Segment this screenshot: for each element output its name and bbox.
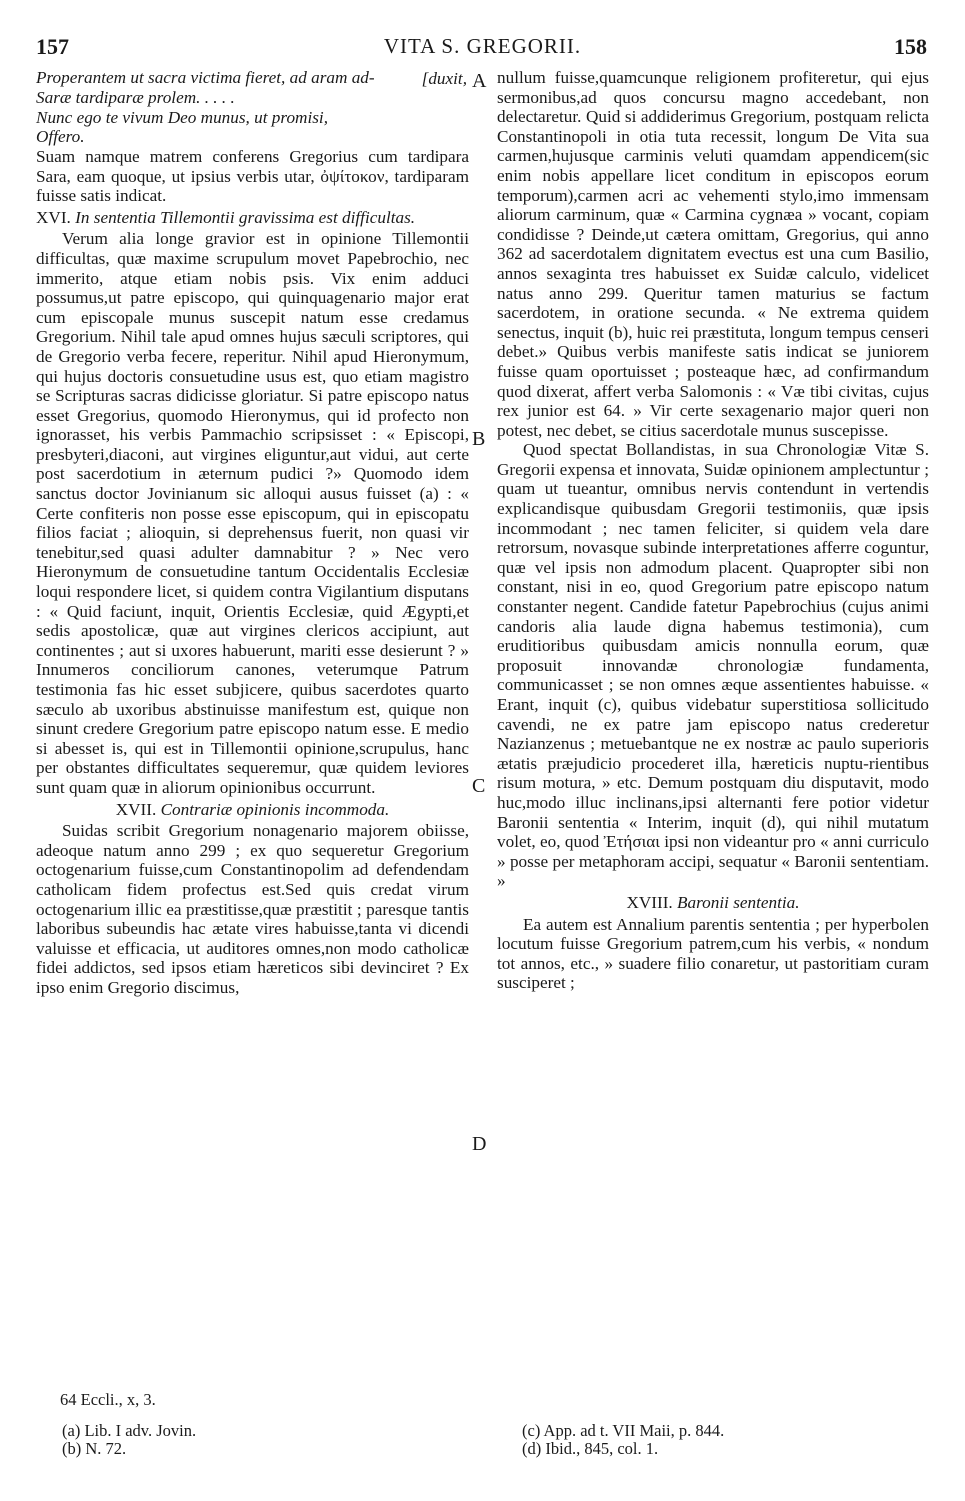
footnote: (d) Ibid., 845, col. 1. xyxy=(522,1439,659,1458)
footnote: (c) App. ad t. VII Maii, p. 844. xyxy=(522,1421,725,1440)
verse-line: Offero. xyxy=(36,127,85,147)
paragraph: Quod spectat Bollandistas, in sua Chronologiæ Vitæ S. Gregorii expensa et innovata, Suidæ opinionem amplectuntur ; quam ut tueantur, omnibus nervis contendunt in vertendis explicandisque quibusdam Gregorii testimoniis, quæ ipsis incommodant ; nec tamen feliciter, si quidem vela dare retrorsum, novasque subinde interpretationes afferre coguntur, quæ vel ipsis non admodum placent. Quapropter sibi non constant, nisi in eo, quod Gregorium patre episcopo natum constanter negent. Candide fatetur Papebrochius (cujus animi candoris alia laude digna habemus testimonia), cum eruditioribus quibusdam amicis nonnulla eorum, quæ proposuit innovandæ chronologiæ fundamenta, communicasset ; se non omnes æque assentientes habuisse. « Erant, inquit (c), quibus videbatur superstitiosa sollicitudo cavendi, ne ex patre jam episcopo natus crederetur Nazianzenus ; metuebantque ne ex nostræ ac paulo superioris ætatis præjudicio procederet illa, hæreticis nuptu-rientibus risum motura, » etc. Demum postquam diu disputavit, modo huc,modo illuc inclinans,ipsi alternanti fere potior videtur Baronii sententia « Interim, inquit (d), qui nihil mutatum volet, eo, quod Ἐτήσιαι ipsi non videantur pro « anni curriculo » posse per metaphoram accipi, sequatur « Baronii sententiam. » xyxy=(497,440,929,891)
verse-line: Nunc ego te vivum Deo munus, ut promisi, xyxy=(36,107,328,127)
section-number: XVIII. xyxy=(626,892,673,912)
section-title: In sententia Tillemontii gravissima est difficultas. xyxy=(75,207,416,227)
paragraph: Suidas scribit Gregorium nonagenario majorem obiisse, adeoque natum anno 299 ; ex quo sequeretur Gregorium octogenarium fuisse,cum Constantinopolim ad defendendam catholicam fidem profectus est.Sed quis credat virum octogenarium illic ea præstitisse,quæ præstitit ; paresque tantis laboribus subeundis hac ætate vires habuisse,tanta vi dicendi valuisse et efficacia, ut auditores omnes,non modo catholicæ fidei addictos, sed ipsos etiam hæreticos sibi devinciret ? Ex ipso enim Gregorio discimus, xyxy=(36,821,469,997)
footnote: 64 Eccli., x, 3. xyxy=(60,1390,156,1409)
section-title: Baronii sententia. xyxy=(677,892,800,912)
right-column xyxy=(497,68,929,993)
paragraph: nullum fuisse,quamcunque religionem profiteretur, qui ejus sermonibus,ad quos concursu magno accedebant, non delectaretur. Quid si addiderimus Gregorium, postquam relicta Constantinopoli in otia tuta recessit, longum De Vita sua carmen,hujusque carminis veluti quamdam appendicem(sic enim nobis appellare licet conditum in episcopos eorum temporum),carmen acri ac vehementi stylo,imo immensam aliorum carminum, quæ « Carmina cygnæa » vocant, copiam condidisse ? Deinde,ut cætera omittam, Gregorius, qui anno 362 ad sacerdotalem dignitatem evectus est una cum Basilio, annos sexaginta tres habuisset ex Suidæ calculo, videlicet natus anno 299. Queritur tamen maturius se factum sacerdotem, in oratione secunda. « Ne extrema quidem senectus, inquit (b), huic rei præstituta, longum tempus censeri debet.» Quibus verbis manifeste satis indicat se juniorem fuisse quam oportuisset ; posteaque hæc, ad confirmandum quod dixerat, affert verba Salomonis : « Væ tibi civitas, cujus rex junior est 64. » Vir certe sexagenario major queri non potest, nec debet, se citius sacerdotale munus suscepisse. xyxy=(497,68,929,440)
footnote: (a) Lib. I adv. Jovin. xyxy=(62,1421,197,1440)
margin-letter-b: B xyxy=(472,428,486,450)
verse-quote xyxy=(36,68,469,147)
section-number: XVII. xyxy=(115,799,157,819)
paragraph: Verum alia longe gravior est in opinione Tillemontii difficultas, quæ maxime scrupulum movet Papebrochio, nec immerito, atque etiam nobis psis. Vix enim adduci possumus,ut patre episcopo, qui quinquagenario major erat cum episcopale munus suscepit natum esse credamus Gregorium. Nihil tale apud omnes hujus sæculi scriptores, qui de Gregorio verba fecere, reperitur. Nihil apud Hieronymum, qui hujus doctoris consuetudine usus est, quo etiam magistro se Scripturas sacras didicisse gloriatur. Si patre episcopo natus esset Gregorius, quomodo Hieronymus, qui id profecto non ignorasset, his verbis Pammachio scripsisset : « Episcopi, presbyteri,diaconi, aut virgines eliguntur,aut vidui, aut certe post sacerdotium in æternum pudici ?» Quomodo idem sanctus doctor Jovinianum sic alloqui ausus fuisset (a) : « Certe confiteris non posse esse episcopum, qui in episcopatu filios faciat ; alioquin, si deprehensus fuerit, non quasi vir tenebitur,sed quasi adulter damnabitur ? » Nec vero Hieronymum de consuetudine tantum Occidentalis Ecclesiæ loqui respondere licet, si quidem contra Vigilantium disputans : « Quid faciunt, inquit, Orientis Ecclesiæ, quid Ægypti,et sedis apostolicæ, quæ aut virgines clericos accipiunt, aut continentes ; aut si uxores habuerunt, mariti esse desierunt ? » Innumeros conciliorum canones, veterumque Patrum testimonia fas hic esset subjicere, quibus sacerdotes quarto sæculo ab uxoribus abstinuisse manifestum est, quique non sinunt credere Gregorium patre episcopo natum esse. E medio si abesset is, qui est in Tillemontii opinione,scrupulus, hanc per obstantes difficultates sequeremur, quæ quidem leviores sunt quam quæ in aliorum opinionibus occurrunt. xyxy=(36,229,469,797)
margin-letter-a: A xyxy=(472,70,487,92)
verse-line: Saræ tardiparæ prolem. . . . . xyxy=(36,88,235,108)
section-number: XVI. xyxy=(36,207,71,227)
section-heading-xvii xyxy=(36,800,469,820)
verse-line: Properantem ut sacra victima fieret, ad aram ad- xyxy=(36,68,375,87)
running-title: VITA S. GREGORII. xyxy=(383,34,582,58)
paragraph: Suam namque matrem conferens Gregorius cum tardipara Sara, eam quoque, ut ipsius verbis utar, ὀψίτοκον, tardiparam fuisse satis indicat. xyxy=(36,146,469,206)
page-number-right: 158 xyxy=(894,34,927,59)
section-heading-xvi xyxy=(36,208,469,228)
verse-line: [duxit, xyxy=(421,68,467,88)
margin-letter-d: D xyxy=(472,1133,487,1155)
section-heading-xviii xyxy=(497,893,929,913)
margin-letter-c: C xyxy=(472,775,486,797)
footnote: (b) N. 72. xyxy=(62,1439,127,1458)
paragraph: Ea autem est Annalium parentis sententia ; per hyperbolen locutum fuisse Gregorium patrem,cum his verbis, « nondum tot annos, etc., » suadere filio conaretur, ut pastoritiam curam susciperet ; xyxy=(497,914,929,993)
left-column xyxy=(36,68,469,998)
section-title: Contrariæ opinionis incommoda. xyxy=(160,799,390,819)
page-number-left: 157 xyxy=(36,34,69,59)
